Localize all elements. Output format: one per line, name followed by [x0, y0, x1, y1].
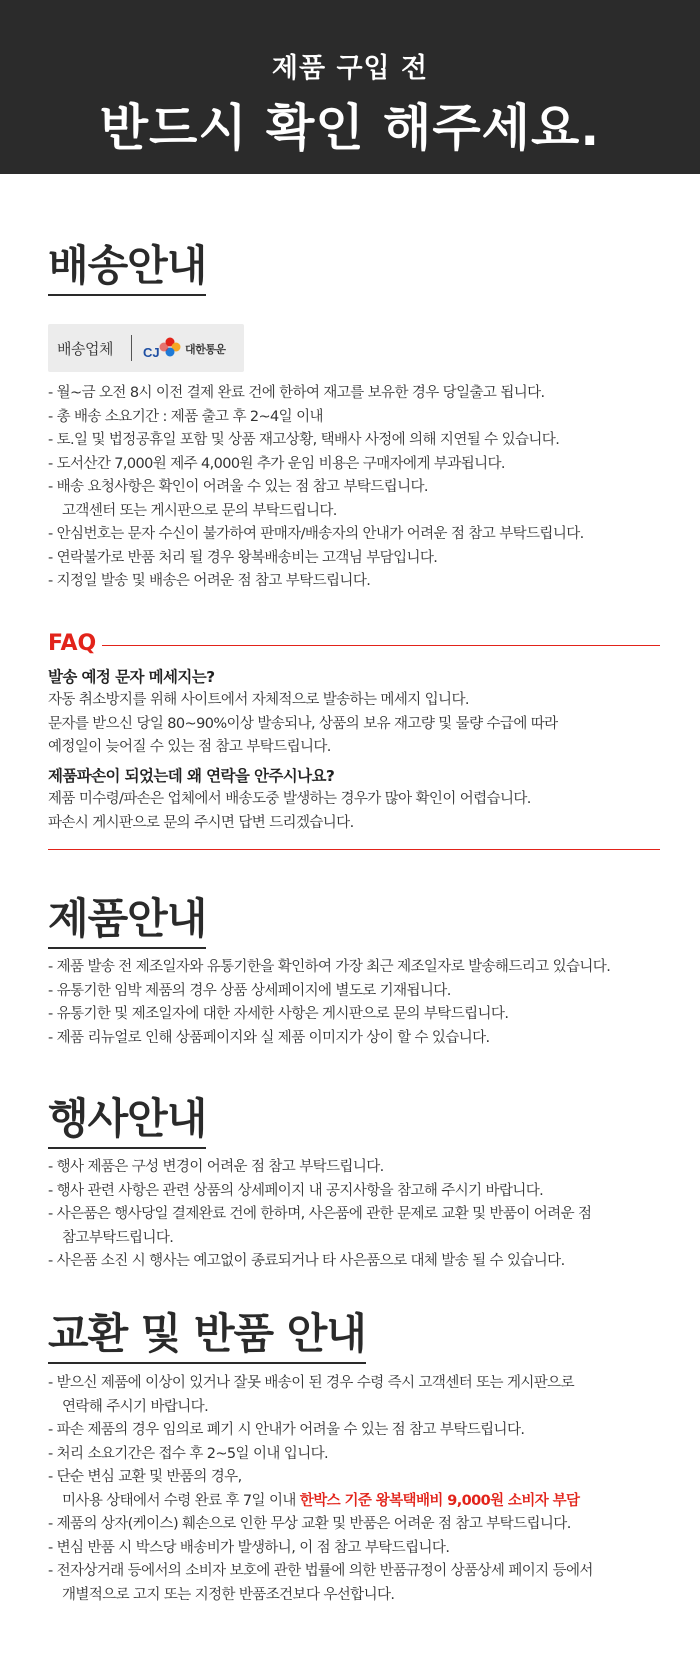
shipping-info-list: [48, 382, 688, 594]
list-item: - 총 배송 소요기간 : 제품 출고 후 2~4일 이내: [48, 408, 323, 425]
returns-line-text: 미사용 상태에서 수령 완료 후 7일 이내: [62, 1492, 300, 1509]
list-item: - 단순 변심 교환 및 반품의 경우,: [48, 1469, 242, 1485]
list-item: - 안심번호는 문자 수신이 불가하여 판매자/배송자의 안내가 어려운 점 참고 부탁드립니다.: [48, 526, 584, 542]
list-item: - 지정일 발송 및 배송은 어려운 점 참고 부탁드립니다.: [48, 573, 371, 589]
list-item: - 처리 소요기간은 접수 후 2~5일 이내 입니다.: [48, 1445, 329, 1462]
list-item: - 유통기한 임박 제품의 경우 상품 상세페이지에 별도로 기재됩니다.: [48, 982, 451, 999]
list-item: - 월~금 오전 8시 이전 결제 완료 건에 한하여 재고를 보유한 경우 당일출고 됩니다.: [48, 385, 545, 401]
list-item: - 배송 요청사항은 확인이 어려울 수 있는 점 참고 부탁드립니다.: [48, 479, 428, 495]
carrier-label: 배송업체: [57, 340, 113, 358]
list-item: - 사은품은 행사당일 결제완료 건에 한하며, 사은품에 관한 문제로 교환 및 반품이 어려운 점: [48, 1206, 592, 1222]
list-item: - 변심 반품 시 박스당 배송비가 발생하니, 이 점 참고 부탁드립니다.: [48, 1539, 450, 1556]
faq-question: 발송 예정 문자 메세지는?: [48, 668, 215, 686]
faq-divider: [102, 645, 660, 646]
list-item: - 행사 제품은 구성 변경이 어려운 점 참고 부탁드립니다.: [48, 1159, 384, 1175]
list-item: - 제품의 상자(케이스) 훼손으로 인한 무상 교환 및 반품은 어려운 점 참고 부탁드립니다.: [48, 1516, 571, 1532]
list-item: 개별적으로 고지 또는 지정한 반품조건보다 우선합니다.: [62, 1586, 395, 1603]
faq-divider-bottom: [48, 849, 660, 850]
carrier-name: 대한통운: [185, 343, 226, 356]
answer-line: 문자를 받으신 당일 80~90%이상 발송되나, 상품의 보유 재고량 및 물량 수급에 따라: [48, 715, 558, 732]
list-item: - 토.일 및 법정공휴일 포함 및 상품 재고상황, 택배사 사정에 의해 지연될 수 있습니다.: [48, 432, 560, 448]
carrier-box: [48, 324, 244, 372]
product-title: 제품안내: [48, 893, 206, 949]
list-item: - 파손 제품의 경우 임의로 폐기 시 안내가 어려울 수 있는 점 참고 부탁드립니다.: [48, 1422, 525, 1438]
list-item: - 도서산간 7,000원 제주 4,000원 추가 운임 비용은 구매자에게 부과됩니다.: [48, 455, 505, 472]
list-item: - 전자상거래 등에서의 소비자 보호에 관한 법률에 의한 반품규정이 상품상세 페이지 등에서: [48, 1563, 593, 1579]
carrier-divider: [131, 335, 132, 361]
list-item: - 받으신 제품에 이상이 있거나 잘못 배송이 된 경우 수령 즉시 고객센터 또는 게시판으로: [48, 1375, 574, 1391]
shipping-title: 배송안내: [48, 240, 206, 296]
answer-line: 자동 취소방지를 위해 사이트에서 자체적으로 발송하는 메세지 입니다.: [48, 692, 469, 708]
list-item: - 유통기한 및 제조일자에 대한 자세한 사항은 게시판으로 문의 부탁드립니다.: [48, 1006, 509, 1022]
svg-text:CJ: CJ: [143, 345, 160, 360]
product-info-list: [48, 956, 688, 1050]
list-item: - 제품 리뉴얼로 인해 상품페이지와 실 제품 이미지가 상이 할 수 있습니다.: [48, 1029, 490, 1046]
list-item: - 행사 관련 사항은 관련 상품의 상세페이지 내 공지사항을 참고해 주시기 바랍니다.: [48, 1182, 544, 1199]
list-item: 고객센터 또는 게시판으로 문의 부탁드립니다.: [62, 502, 337, 519]
list-item: - 사은품 소진 시 행사는 예고없이 종료되거나 타 사은품으로 대체 발송 될 수 있습니다.: [48, 1253, 565, 1269]
returns-info-list: [48, 1372, 688, 1607]
returns-highlight: 한박스 기준 왕복택배비 9,000원 소비자 부담: [299, 1492, 580, 1509]
answer-line: 예정일이 늦어질 수 있는 점 참고 부탁드립니다.: [48, 739, 331, 755]
header-subtitle: 제품 구입 전: [271, 53, 429, 84]
event-info-list: [48, 1156, 688, 1274]
list-item: - 제품 발송 전 제조일자와 유통기한을 확인하여 가장 최근 제조일자로 발송해드리고 있습니다.: [48, 959, 611, 975]
returns-title: 교환 및 반품 안내: [48, 1308, 366, 1364]
list-item: - 연락불가로 반품 처리 될 경우 왕복배송비는 고객님 부담입니다.: [48, 549, 438, 566]
header-banner: [0, 0, 700, 174]
list-item: [48, 1490, 688, 1514]
faq-title: FAQ: [48, 631, 97, 656]
cj-logo-icon: [143, 335, 183, 361]
faq-answer: [48, 788, 688, 835]
list-item: 연락해 주시기 바랍니다.: [62, 1398, 209, 1415]
answer-line: 제품 미수령/파손은 업체에서 배송도중 발생하는 경우가 많아 확인이 어렵습니다.: [48, 791, 531, 807]
list-item: 참고부탁드립니다.: [62, 1229, 174, 1246]
header-title: 반드시 확인 해주세요.: [99, 99, 601, 157]
faq-answer: [48, 689, 688, 760]
answer-line: 파손시 게시판으로 문의 주시면 답변 드리겠습니다.: [48, 814, 354, 831]
event-title: 행사안내: [48, 1093, 206, 1149]
faq-question: 제품파손이 되었는데 왜 연락을 안주시나요?: [48, 767, 335, 785]
